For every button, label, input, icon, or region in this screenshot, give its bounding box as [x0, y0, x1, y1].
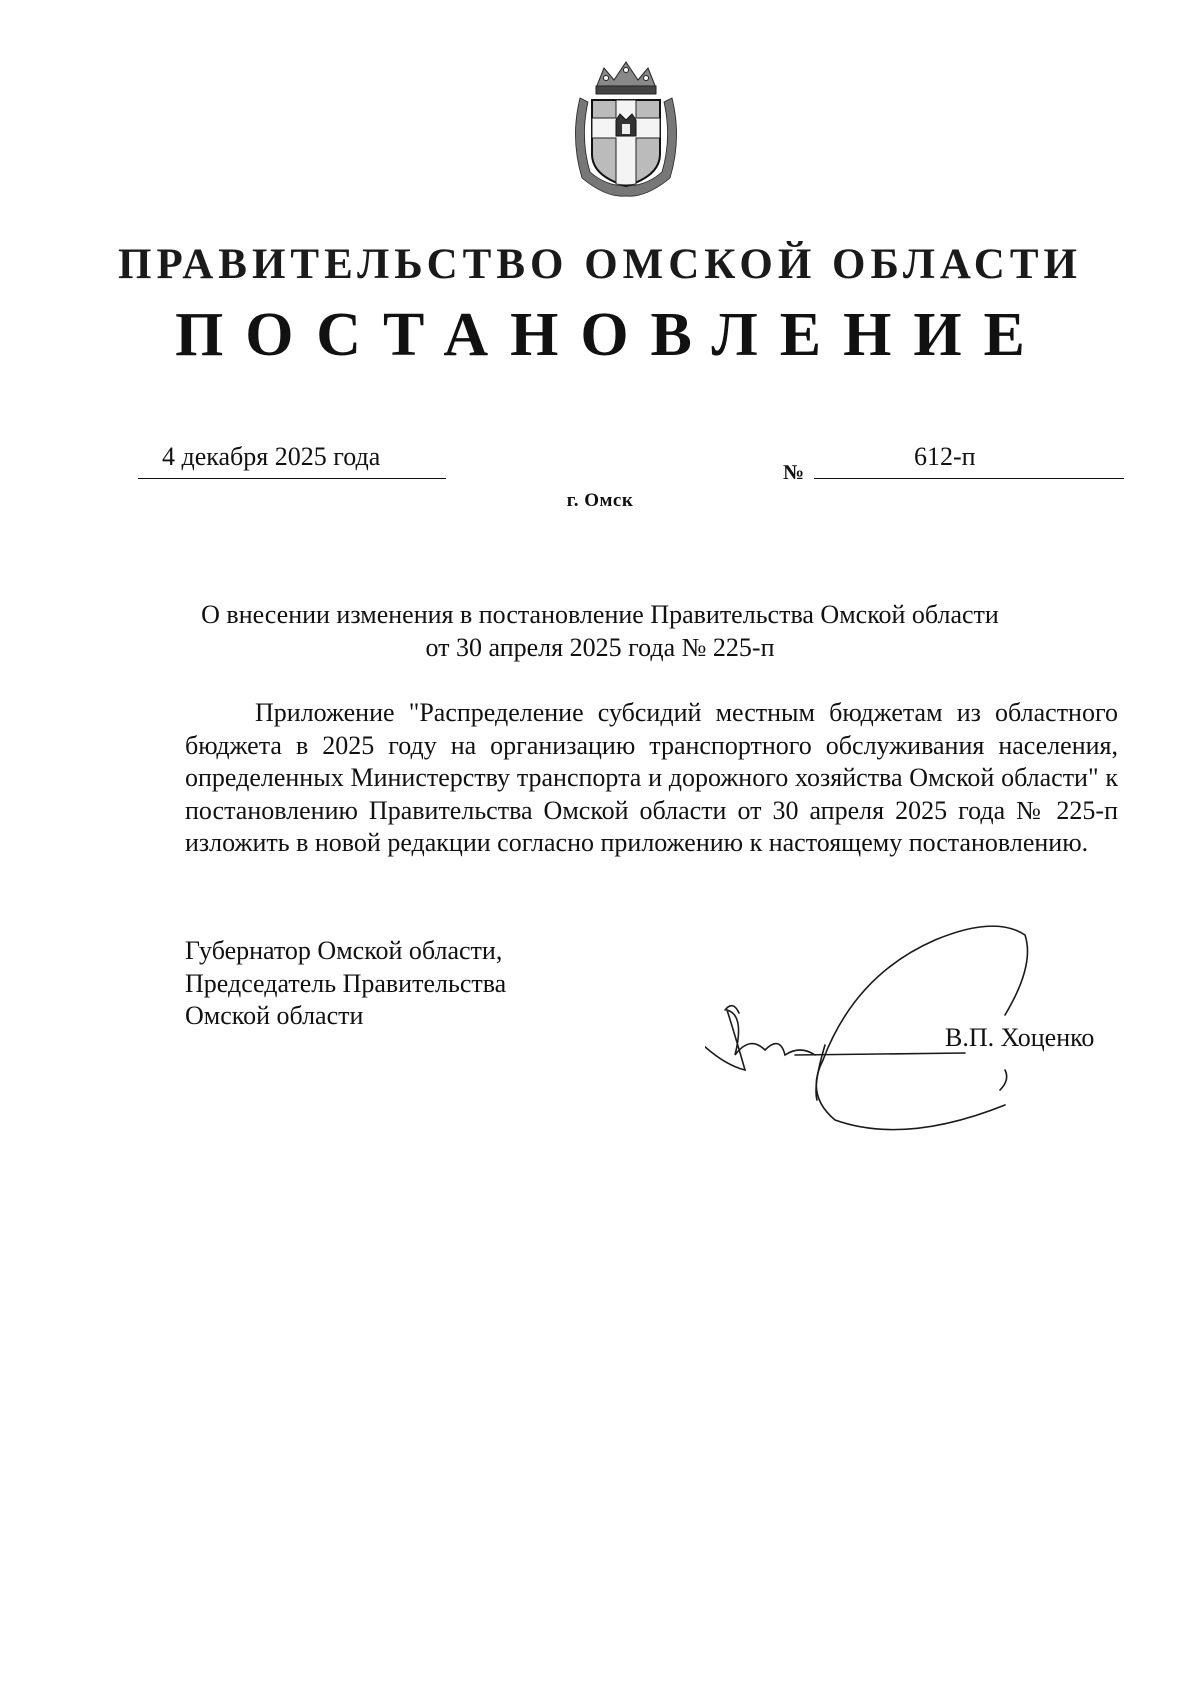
- number-sign: №: [783, 460, 805, 484]
- document-date: 4 декабря 2025 года: [162, 442, 381, 471]
- signer-title-line-1: Губернатор Омской области,: [185, 936, 503, 965]
- document-number: 612-п: [914, 442, 976, 471]
- subject-line-1: О внесении изменения в постановление Правительства Омской области: [201, 600, 999, 629]
- government-title: ПРАВИТЕЛЬСТВО ОМСКОЙ ОБЛАСТИ: [118, 241, 1082, 288]
- signer-name: В.П. Хоценко: [945, 1023, 1095, 1052]
- signer-title-line-3: Омской области: [185, 1001, 364, 1030]
- document-type-title: ПОСТАНОВЛЕНИЕ: [175, 301, 1047, 369]
- subject-line-2: от 30 апреля 2025 года № 225-п: [425, 633, 775, 662]
- date-field: [138, 444, 446, 479]
- handwritten-signature-icon: [705, 895, 1125, 1135]
- body-paragraph: Приложение "Распределение субсидий местным бюджетам из областного бюджета в 2025 году на организацию транспортного обслуживания населения, определенных Министерству транспорта и дорожного хозяйства Омской области" к постановлению Правительства Омской области от 30 апреля 2025 года № 225-п изложить в новой редакции согласно приложению к настоящему постановлению.: [185, 698, 1118, 858]
- signer-title: [185, 935, 506, 1033]
- coat-of-arms-icon: [566, 58, 686, 200]
- signer-title-line-2: Председатель Правительства: [185, 968, 507, 998]
- document-subject: [150, 598, 1050, 664]
- number-field: [814, 442, 1124, 479]
- city-label: г. Омск: [566, 490, 634, 511]
